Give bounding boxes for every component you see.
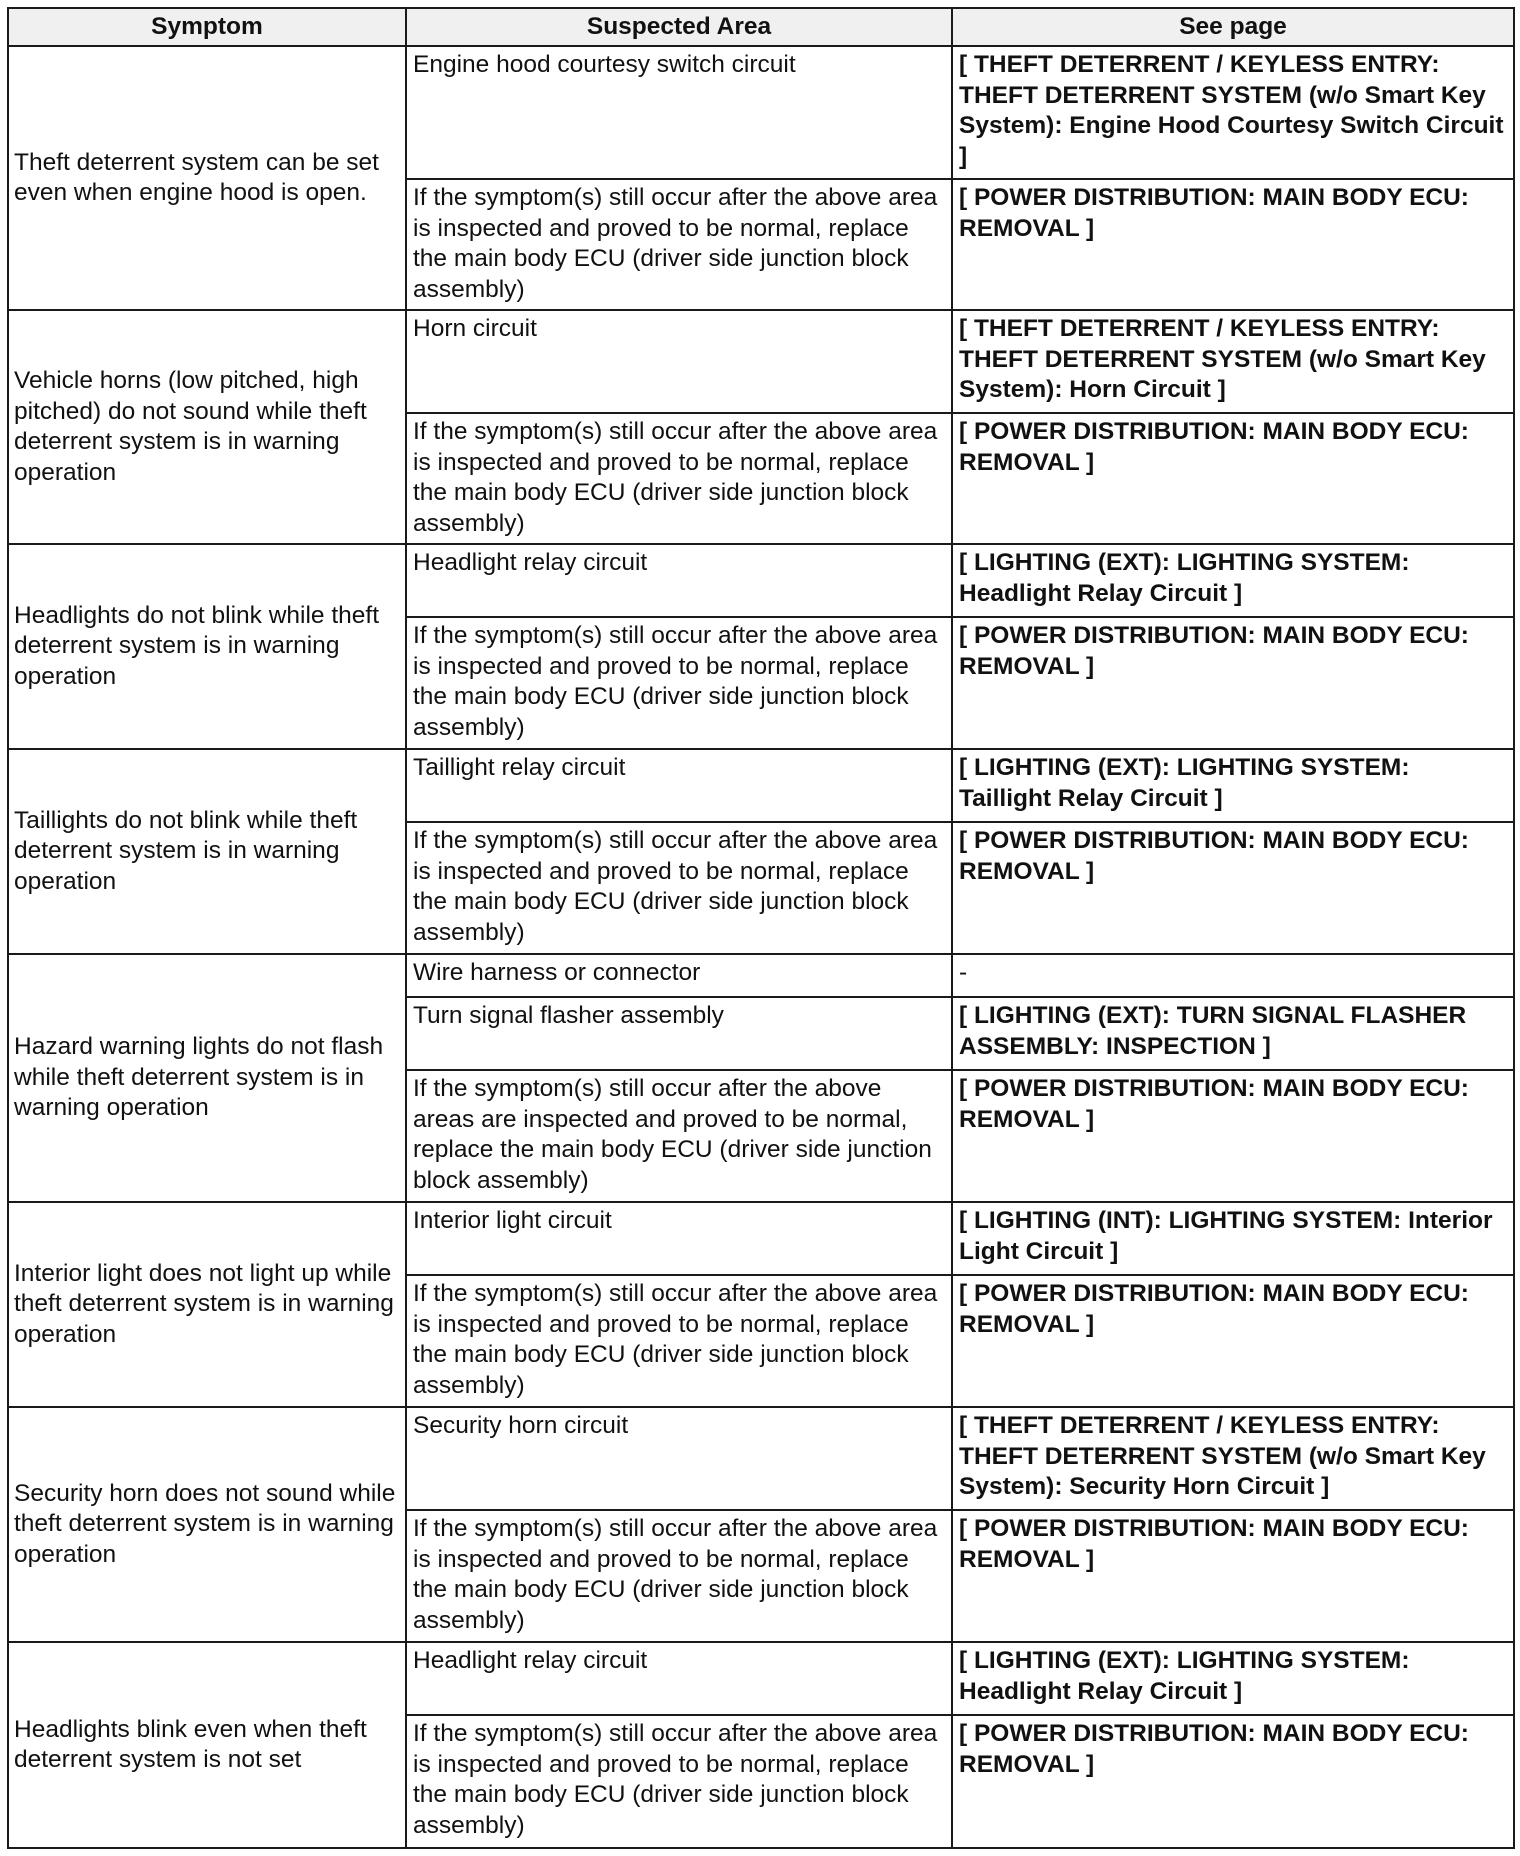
table-row	[8, 310, 1514, 413]
table-row	[8, 954, 1514, 997]
symptom-cell: Hazard warning lights do not flash while theft deterrent system is in warning operation	[8, 954, 406, 1202]
suspected-area-cell: If the symptom(s) still occur after the above area is inspected and proved to be normal, replace the main body ECU (driver side junction block assembly)	[406, 822, 952, 954]
header-suspected-area: Suspected Area	[406, 8, 952, 46]
symptom-cell: Headlights blink even when theft deterrent system is not set	[8, 1642, 406, 1848]
see-page-cell: [ LIGHTING (INT): LIGHTING SYSTEM: Interior Light Circuit ]	[952, 1202, 1514, 1275]
suspected-area-cell: If the symptom(s) still occur after the above area is inspected and proved to be normal, replace the main body ECU (driver side junction block assembly)	[406, 179, 952, 310]
see-page-cell: [ THEFT DETERRENT / KEYLESS ENTRY: THEFT DETERRENT SYSTEM (w/o Smart Key System): Horn Circuit ]	[952, 310, 1514, 413]
see-page-cell: [ LIGHTING (EXT): LIGHTING SYSTEM: Taillight Relay Circuit ]	[952, 749, 1514, 822]
header-see-page: See page	[952, 8, 1514, 46]
suspected-area-cell: Horn circuit	[406, 310, 952, 413]
see-page-cell: [ POWER DISTRIBUTION: MAIN BODY ECU: REMOVAL ]	[952, 822, 1514, 954]
table-row	[8, 749, 1514, 822]
see-page-cell: [ POWER DISTRIBUTION: MAIN BODY ECU: REMOVAL ]	[952, 1510, 1514, 1642]
see-page-cell: [ THEFT DETERRENT / KEYLESS ENTRY: THEFT DETERRENT SYSTEM (w/o Smart Key System): Engine Hood Courtesy Switch Circuit ]	[952, 46, 1514, 179]
see-page-cell: [ POWER DISTRIBUTION: MAIN BODY ECU: REMOVAL ]	[952, 617, 1514, 749]
table-row	[8, 544, 1514, 617]
suspected-area-cell: If the symptom(s) still occur after the above area is inspected and proved to be normal, replace the main body ECU (driver side junction block assembly)	[406, 1510, 952, 1642]
table-row	[8, 46, 1514, 179]
table-row	[8, 1407, 1514, 1510]
symptom-cell: Theft deterrent system can be set even when engine hood is open.	[8, 46, 406, 310]
suspected-area-cell: If the symptom(s) still occur after the above area is inspected and proved to be normal, replace the main body ECU (driver side junction block assembly)	[406, 1715, 952, 1848]
suspected-area-cell: Wire harness or connector	[406, 954, 952, 997]
suspected-area-cell: Interior light circuit	[406, 1202, 952, 1275]
see-page-cell: [ POWER DISTRIBUTION: MAIN BODY ECU: REMOVAL ]	[952, 1715, 1514, 1848]
see-page-cell: [ LIGHTING (EXT): LIGHTING SYSTEM: Headlight Relay Circuit ]	[952, 544, 1514, 617]
see-page-cell: [ POWER DISTRIBUTION: MAIN BODY ECU: REMOVAL ]	[952, 179, 1514, 310]
see-page-cell: [ LIGHTING (EXT): LIGHTING SYSTEM: Headlight Relay Circuit ]	[952, 1642, 1514, 1715]
suspected-area-cell: Engine hood courtesy switch circuit	[406, 46, 952, 179]
suspected-area-cell: If the symptom(s) still occur after the above area is inspected and proved to be normal, replace the main body ECU (driver side junction block assembly)	[406, 413, 952, 544]
symptom-cell: Vehicle horns (low pitched, high pitched) do not sound while theft deterrent system is in warning operation	[8, 310, 406, 544]
see-page-cell: -	[952, 954, 1514, 997]
symptom-cell: Taillights do not blink while theft deterrent system is in warning operation	[8, 749, 406, 954]
header-row	[8, 8, 1514, 46]
suspected-area-cell: If the symptom(s) still occur after the above areas are inspected and proved to be normal, replace the main body ECU (driver side junction block assembly)	[406, 1070, 952, 1202]
troubleshooting-table	[7, 7, 1515, 1849]
table-row	[8, 1642, 1514, 1715]
suspected-area-cell: If the symptom(s) still occur after the above area is inspected and proved to be normal, replace the main body ECU (driver side junction block assembly)	[406, 1275, 952, 1407]
header-symptom: Symptom	[8, 8, 406, 46]
see-page-cell: [ POWER DISTRIBUTION: MAIN BODY ECU: REMOVAL ]	[952, 413, 1514, 544]
table-row	[8, 1202, 1514, 1275]
suspected-area-cell: Headlight relay circuit	[406, 544, 952, 617]
symptom-cell: Interior light does not light up while theft deterrent system is in warning operation	[8, 1202, 406, 1407]
see-page-cell: [ LIGHTING (EXT): TURN SIGNAL FLASHER ASSEMBLY: INSPECTION ]	[952, 997, 1514, 1070]
symptom-cell: Headlights do not blink while theft deterrent system is in warning operation	[8, 544, 406, 749]
see-page-cell: [ POWER DISTRIBUTION: MAIN BODY ECU: REMOVAL ]	[952, 1070, 1514, 1202]
suspected-area-cell: Turn signal flasher assembly	[406, 997, 952, 1070]
suspected-area-cell: If the symptom(s) still occur after the above area is inspected and proved to be normal, replace the main body ECU (driver side junction block assembly)	[406, 617, 952, 749]
see-page-cell: [ THEFT DETERRENT / KEYLESS ENTRY: THEFT DETERRENT SYSTEM (w/o Smart Key System): Security Horn Circuit ]	[952, 1407, 1514, 1510]
see-page-cell: [ POWER DISTRIBUTION: MAIN BODY ECU: REMOVAL ]	[952, 1275, 1514, 1407]
suspected-area-cell: Taillight relay circuit	[406, 749, 952, 822]
suspected-area-cell: Security horn circuit	[406, 1407, 952, 1510]
symptom-cell: Security horn does not sound while theft deterrent system is in warning operation	[8, 1407, 406, 1642]
suspected-area-cell: Headlight relay circuit	[406, 1642, 952, 1715]
